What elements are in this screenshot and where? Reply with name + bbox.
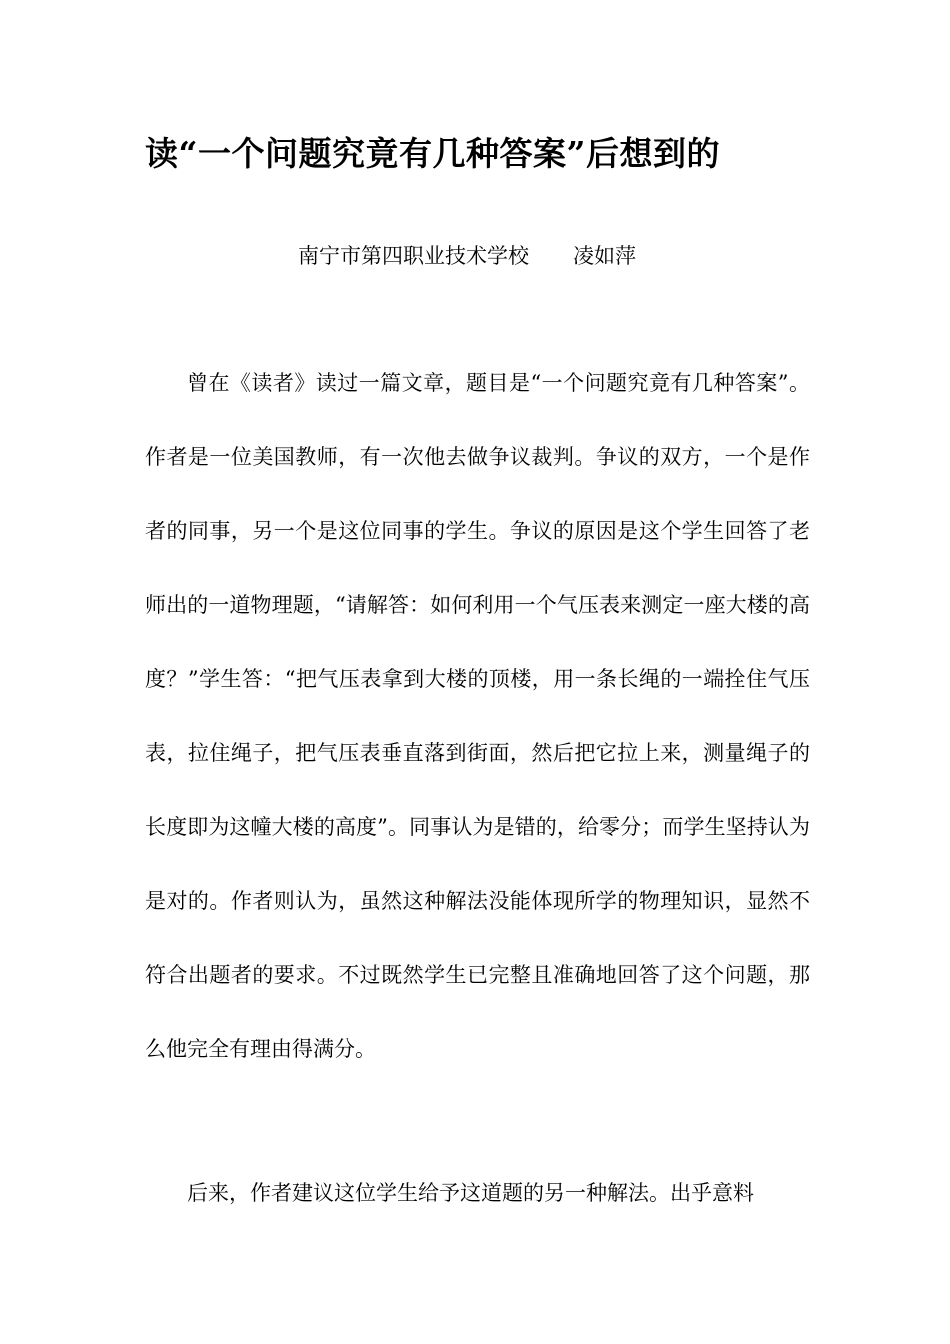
school-name: 南宁市第四职业技术学校 <box>298 244 529 268</box>
paragraph-1: 曾在《读者》读过一篇文章，题目是“一个问题究竟有几种答案”。作者是一位美国教师，有一次他去做争议裁判。争议的双方，一个是作者的同事，另一个是这位同事的学生。争议的原因是这个学生回答了老师出的一道物理题，“请解答：如何利用一个气压表来测定一座大楼的高度？”学生答：“把气压表拿到大楼的顶楼，用一条长绳的一端拴住气压表，拉住绳子，把气压表垂直落到街面，然后把它拉上来，测量绳子的长度即为这幢大楼的高度”。同事认为是错的，给零分；而学生坚持认为是对的。作者则认为，虽然这种解法没能体现所学的物理知识，显然不符合出题者的要求。不过既然学生已完整且准确地回答了这个问题，那么他完全有理由得满分。 <box>145 371 810 1061</box>
byline <box>298 240 636 272</box>
page-title: 读“一个问题究竟有几种答案”后想到的 <box>145 134 720 173</box>
paragraph-2: 后来，作者建议这位学生给予这道题的另一种解法。出乎意料 <box>187 1181 754 1205</box>
author-name: 凌如萍 <box>573 244 636 268</box>
